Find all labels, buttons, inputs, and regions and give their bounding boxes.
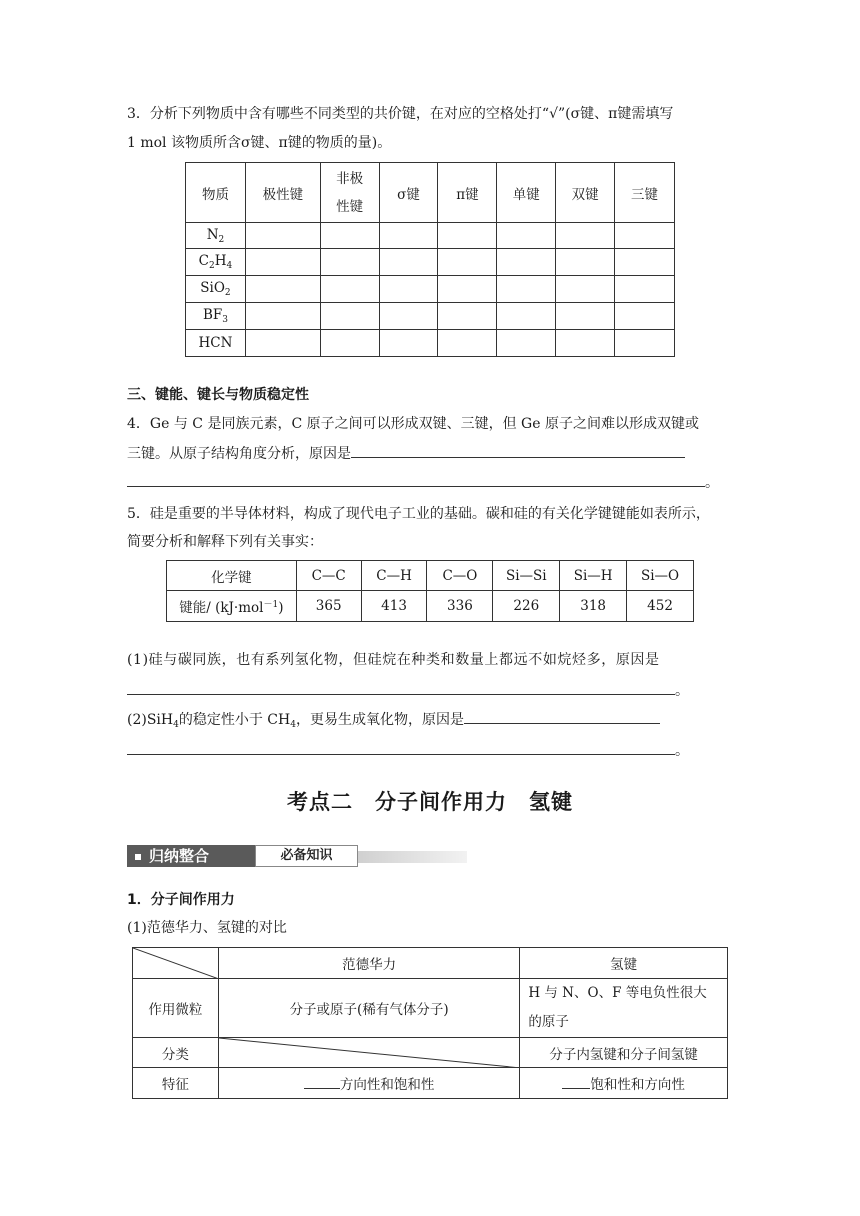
header-double: 双键 [556,163,615,223]
substance-n2: $N_2$ [186,223,246,249]
cell[interactable] [379,223,438,249]
header-nonpolar: 非极 性键 [320,163,379,223]
cell[interactable] [438,303,497,330]
cell[interactable] [245,276,320,303]
banner-light: 必备知识 [255,845,358,867]
energy-sio: 452 [627,591,694,622]
diagonal-line [219,1038,521,1068]
substance-c2h4: $C_2H_4$ [186,249,246,276]
vdw-hbond-table [132,947,728,1099]
cell[interactable] [245,223,320,249]
cell[interactable] [438,330,497,357]
table-row [186,249,675,276]
table-row [186,276,675,303]
banner-fade [358,851,467,863]
answer-blank[interactable] [127,680,675,695]
substance-sio2: SiO$_2$ [186,276,246,303]
answer-blank[interactable] [351,443,685,458]
answer-blank[interactable] [127,472,705,487]
q5-line1: 5．硅是重要的半导体材料，构成了现代电子工业的基础。碳和硅的有关化学键键能如表所示， [127,506,710,522]
cell[interactable] [497,276,556,303]
q5-part2-answer: 。 [127,740,689,761]
cell[interactable] [615,276,675,303]
cell[interactable] [245,330,320,357]
q5-part1-answer: 。 [127,680,689,701]
bond-ch: C—H [361,561,427,591]
cell[interactable] [615,223,675,249]
answer-blank[interactable] [304,1074,340,1089]
cell[interactable] [438,249,497,276]
cell[interactable] [615,303,675,330]
cell[interactable] [556,276,615,303]
bond-sio: Si—O [627,561,694,591]
q5-part1: (1)硅与碳同族，也有系列氢化物，但硅烷在种类和数量上都远不如烷烃多，原因是 [127,652,660,668]
cell[interactable] [379,330,438,357]
q4-line1: 4．Ge 与 C 是同族元素，C 原子之间可以形成双键、三键，但 Ge 原子之间难以形成双键或 [127,416,699,432]
bond-cc: C—C [296,561,361,591]
vdw-class [218,1038,519,1068]
cell[interactable] [497,330,556,357]
answer-blank[interactable] [562,1074,590,1089]
answer-blank[interactable] [127,740,675,755]
cell[interactable] [438,276,497,303]
table-row [186,223,675,249]
bond-sisi: Si—Si [493,561,560,591]
energy-co: 336 [427,591,493,622]
cell[interactable] [497,223,556,249]
q3-line2: 1 mol 该物质所含σ键、π键的物质的量)。 [127,135,392,151]
vdw-feature: 方向性和饱和性 [218,1068,519,1099]
bond-sih: Si—H [560,561,627,591]
cell[interactable] [379,303,438,330]
energy-ch: 413 [361,591,427,622]
s1-sub: (1)范德华力、氢键的对比 [127,920,287,936]
energy-sih: 318 [560,591,627,622]
q5-part2: (2)SiH$_4$的稳定性小于 $CH_4$，更易生成氧化物，原因是 [127,709,660,735]
row-feature-label: 特征 [133,1068,219,1099]
cell[interactable] [497,249,556,276]
col-hbond: 氢键 [520,948,728,979]
header-single: 单键 [497,163,556,223]
cell[interactable] [320,330,379,357]
topic-title: 考点二 分子间作用力 氢键 [287,790,573,814]
cell[interactable] [320,303,379,330]
cell[interactable] [245,303,320,330]
bond-co: C—O [427,561,493,591]
energy-cc: 365 [296,591,361,622]
cell[interactable] [497,303,556,330]
cell[interactable] [320,276,379,303]
q3-line1: 3．分析下列物质中含有哪些不同类型的共价键，在对应的空格处打“√”(σ键、π键需填写 [127,106,674,122]
energy-sisi: 226 [493,591,560,622]
header-triple: 三键 [615,163,675,223]
cell[interactable] [556,223,615,249]
answer-blank[interactable] [464,709,660,724]
bond-label: 化学键 [167,561,297,591]
cell[interactable] [379,276,438,303]
vdw-particles: 分子或原子(稀有气体分子) [218,979,519,1038]
cell[interactable] [615,249,675,276]
hbond-particles: H 与 N、O、F 等电负性很大 的原子 [520,979,728,1038]
cell[interactable] [320,223,379,249]
header-sigma: σ键 [379,163,438,223]
substance-hcn: HCN [186,330,246,357]
col-vdw: 范德华力 [218,948,519,979]
covalent-bond-table [185,162,675,357]
cell[interactable] [438,223,497,249]
cell[interactable] [556,330,615,357]
q4-line3: 。 [127,472,719,493]
hbond-class: 分子内氢键和分子间氢键 [520,1038,728,1068]
cell[interactable] [556,249,615,276]
cell[interactable] [245,249,320,276]
header-substance: 物质 [186,163,246,223]
section-banner [127,843,467,869]
header-polar: 极性键 [245,163,320,223]
hbond-feature: 饱和性和方向性 [520,1068,728,1099]
cell[interactable] [556,303,615,330]
square-icon [135,854,141,860]
cell[interactable] [320,249,379,276]
q4-line2: 三键。从原子结构角度分析，原因是 [127,443,685,464]
row-class-label: 分类 [133,1038,219,1068]
table-row [186,330,675,357]
header-pi: π键 [438,163,497,223]
substance-bf3: $BF_3$ [186,303,246,330]
bond-energy-table [166,560,694,622]
section3-heading: 三、键能、键长与物质稳定性 [127,387,309,403]
diagonal-line [133,948,219,979]
row-particles-label: 作用微粒 [133,979,219,1038]
banner-dark: 归纳整合 [127,845,255,867]
cell[interactable] [615,330,675,357]
diag-cell [133,948,219,979]
s1-heading: 1．分子间作用力 [127,892,235,908]
cell[interactable] [379,249,438,276]
q5-line2: 简要分析和解释下列有关事实： [127,534,323,550]
table-row [186,303,675,330]
energy-label: 键能/ (kJ·mol$^{-1}$) [167,591,297,622]
